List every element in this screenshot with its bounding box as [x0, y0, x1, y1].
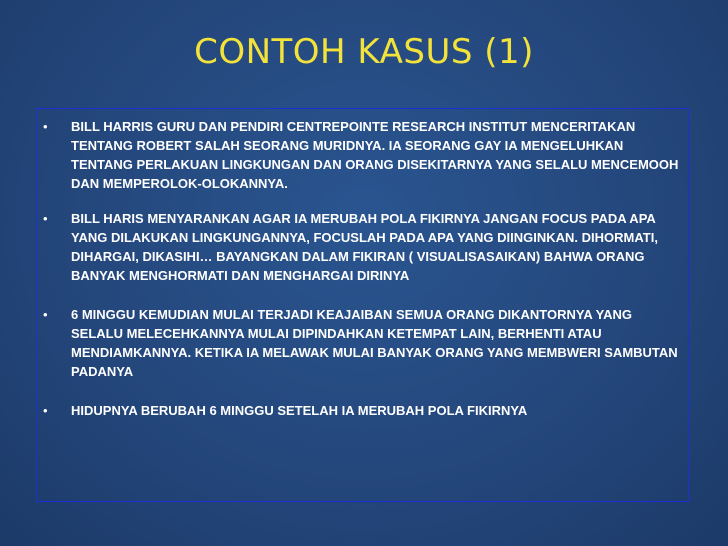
bullet-dot-icon: •	[43, 211, 48, 226]
bullet-item	[37, 209, 683, 285]
bullet-item	[37, 305, 683, 381]
bullet-text: 6 MINGGU KEMUDIAN MULAI TERJADI KEAJAIBAN SEMUA ORANG DIKANTORNYA YANG SELALU MELECEHKANNYA MULAI DIPINDAHKAN KETEMPAT LAIN, BERHENTI ATAU MENDIAMKANNYA. KETIKA IA MELAWAK MULAI BANYAK ORANG YANG MEMBWERI SAMBUTAN PADANYA	[71, 307, 678, 379]
bullet-text: BILL HARRIS GURU DAN PENDIRI CENTREPOINTE RESEARCH INSTITUT MENCERITAKAN TENTANG ROBERT SALAH SEORANG MURIDNYA. IA SEORANG GAY IA MENGELUHKAN TENTANG PERLAKUAN LINGKUNGAN DAN ORANG DISEKITARNYA YANG SELALU MENCEMOOH DAN MEMPEROLOK-OLOKANNYA.	[71, 119, 679, 191]
bullet-text: HIDUPNYA BERUBAH 6 MINGGU SETELAH IA MERUBAH POLA FIKIRNYA	[71, 403, 528, 418]
bullet-text: BILL HARIS MENYARANKAN AGAR IA MERUBAH POLA FIKIRNYA JANGAN FOCUS PADA APA YANG DILAKUKAN LINGKUNGANNYA, FOCUSLAH PADA APA YANG DIINGINKAN. DIHORMATI, DIHARGAI, DIKASIHI… BAYANGKAN DALAM FIKIRAN ( VISUALISASAIKAN) BAHWA ORANG BANYAK MENGHORMATI DAN MENGHARGAI DIRINYA	[71, 211, 658, 283]
bullet-dot-icon: •	[43, 307, 48, 322]
bullet-item	[37, 117, 683, 193]
bullet-list	[37, 109, 683, 440]
bullet-dot-icon: •	[43, 403, 48, 418]
bullet-dot-icon: •	[43, 119, 48, 134]
content-box	[36, 108, 689, 502]
bullet-item	[37, 401, 683, 420]
slide-title: CONTOH KASUS (1)	[194, 32, 534, 72]
